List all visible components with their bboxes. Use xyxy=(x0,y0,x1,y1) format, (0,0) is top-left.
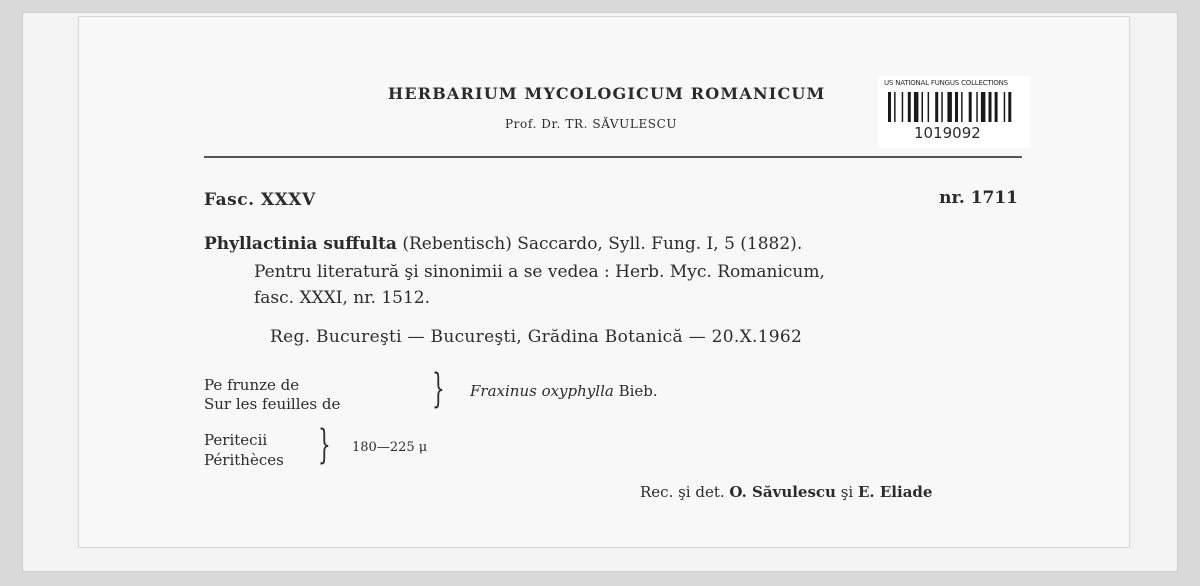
literature-line-2: fasc. XXXI, nr. 1512. xyxy=(254,288,430,308)
collector-1: O. Săvulescu xyxy=(729,483,836,501)
species-name: Phyllactinia suffulta xyxy=(204,234,397,254)
species-authority: (Rebentisch) Saccardo, Syll. Fung. I, 5 (1882). xyxy=(396,234,803,254)
collector-2: E. Eliade xyxy=(857,483,933,501)
perithecia-label-ro: Peritecii xyxy=(204,431,268,449)
herbarium-title: HERBARIUM MYCOLOGICUM ROMANICUM xyxy=(388,84,826,103)
perithecia-label-fr: Périthèces xyxy=(204,451,284,469)
specimen-number: nr. 1711 xyxy=(939,188,1018,208)
perithecia-brace: } xyxy=(318,422,331,468)
host-line xyxy=(470,382,658,400)
collectors-line xyxy=(640,483,932,501)
perithecia-size: 180—225 μ xyxy=(352,440,428,455)
collectors-join: şi xyxy=(835,483,858,501)
barcode-label xyxy=(878,76,1030,148)
host-label-ro: Pe frunze de xyxy=(204,376,300,394)
barcode-bars xyxy=(888,92,1022,122)
collectors-prefix: Rec. şi det. xyxy=(640,483,730,501)
herbarium-director: Prof. Dr. TR. SĂVULESCU xyxy=(505,117,678,131)
locality-line: Reg. Bucureşti — Bucureşti, Grădina Botanică — 20.X.1962 xyxy=(270,327,803,347)
header-divider xyxy=(204,156,1022,158)
host-name: Fraxinus oxyphylla xyxy=(470,382,614,400)
fascicle-number: Fasc. XXXV xyxy=(204,190,316,210)
barcode-number: 1019092 xyxy=(914,124,981,142)
host-label-fr: Sur les feuilles de xyxy=(204,395,341,413)
host-brace: } xyxy=(432,366,445,412)
host-authority: Bieb. xyxy=(613,382,658,400)
barcode-caption: US NATIONAL FUNGUS COLLECTIONS xyxy=(884,79,1008,87)
species-line xyxy=(204,234,802,254)
literature-line-1: Pentru literatură şi sinonimii a se vedea : Herb. Myc. Romanicum, xyxy=(254,262,825,282)
